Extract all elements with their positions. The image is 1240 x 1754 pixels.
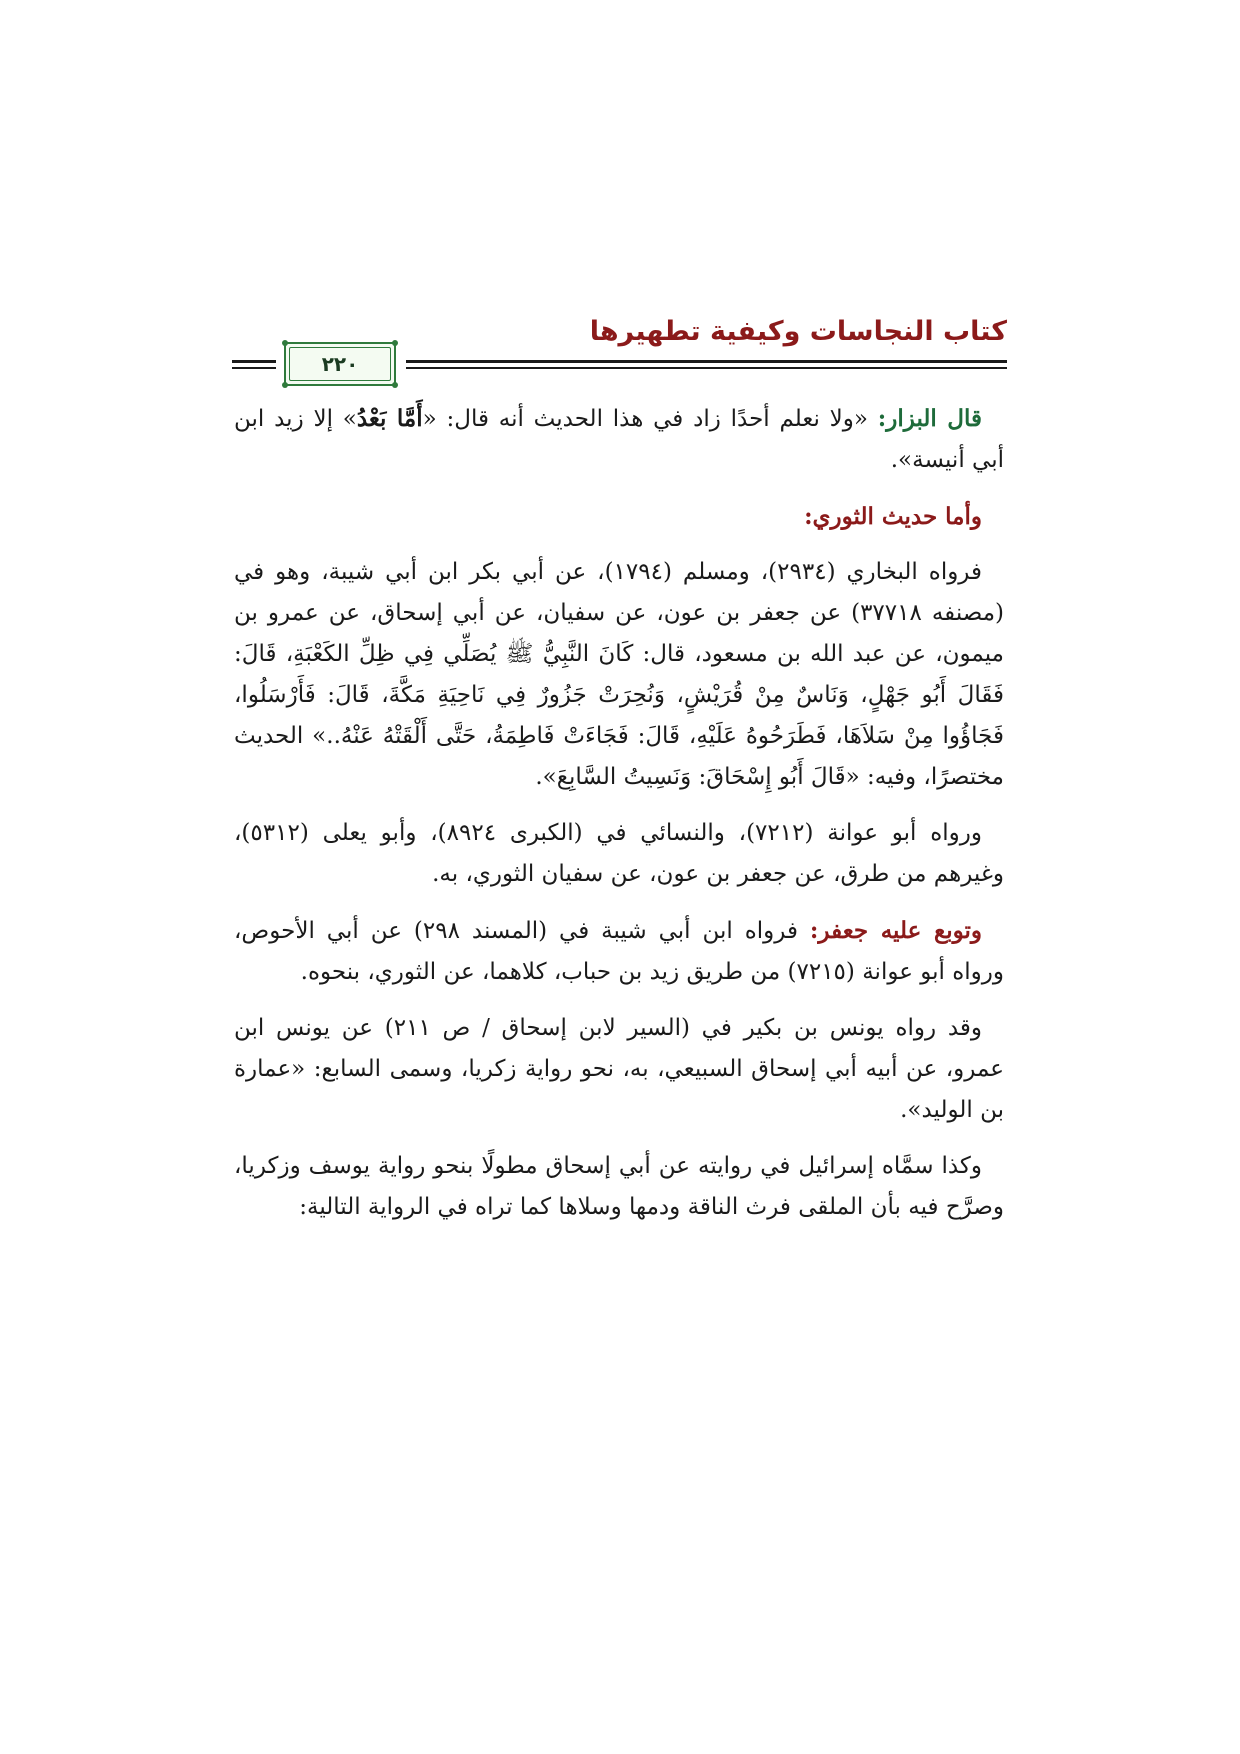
ornament-corner [392, 340, 398, 346]
paragraph-text: » إلا زيد ابن أبي أنيسة». [234, 406, 1004, 473]
header-rule-thin [406, 367, 1007, 369]
page-header [232, 308, 1007, 388]
page-number: ٢٢٠ [321, 352, 359, 376]
header-rule-left-thin [232, 367, 276, 369]
section-heading: وأما حديث الثوري: [804, 503, 982, 530]
paragraph-bukhari: فرواه البخاري (٢٩٣٤)، ومسلم (١٧٩٤)، عن أبي بكر ابن أبي شيبة، وهو في (مصنفه ٣٧٧١٨) عن جعفر بن عون، عن سفيان، عن أبي إسحاق، عن عمرو بن ميمون، عن عبد الله بن مسعود، قال: كَانَ النَّبِيُّ ﷺ يُصَلِّي فِي ظِلِّ الكَعْبَةِ، قَالَ: فَقَالَ أَبُو جَهْلٍ، وَنَاسٌ مِنْ قُرَيْشٍ، وَنُحِرَتْ جَزُورٌ فِي نَاحِيَةِ مَكَّةَ، قَالَ: فَأَرْسَلُوا، فَجَاؤُوا مِنْ سَلاَهَا، فَطَرَحُوهُ عَلَيْهِ، قَالَ: فَجَاءَتْ فَاطِمَةُ، حَتَّى أَلْقَتْهُ عَنْهُ..» الحديث مختصرًا، وفيه: «قَالَ أَبُو إِسْحَاقَ: وَنَسِيتُ السَّابِعَ». [234, 559, 1004, 790]
ornament-corner [282, 382, 288, 388]
paragraph-bazzar [234, 398, 1004, 481]
ornament-corner [392, 382, 398, 388]
header-rule-left [232, 360, 276, 363]
book-title: كتاب النجاسات وكيفية تطهيرها [589, 316, 1007, 347]
paragraph-lead: قال البزار: [877, 405, 982, 432]
header-rule [406, 360, 1007, 363]
bold-phrase: أَمَّا بَعْدُ [356, 405, 423, 432]
paragraph-yunus: وقد رواه يونس بن بكير في (السير لابن إسحاق / ص ٢١١) عن يونس ابن عمرو، عن أبيه أبي إسحاق السبيعي، به، نحو رواية زكريا، وسمى السابع: «عمارة بن الوليد». [234, 1015, 1004, 1123]
paragraph-lead: وتوبع عليه جعفر: [809, 917, 982, 944]
paragraph-abu-awana: ورواه أبو عوانة (٧٢١٢)، والنسائي في (الكبرى ٨٩٢٤)، وأبو يعلى (٥٣١٢)، وغيرهم من طرق، عن جعفر بن عون، عن سفيان الثوري، به. [234, 820, 1004, 887]
page-body [234, 398, 1004, 1243]
paragraph-text: فرواه ابن أبي شيبة في (المسند ٢٩٨) عن أبي الأحوص، ورواه أبو عوانة (٧٢١٥) من طريق زيد بن حباب، كلاهما، عن الثوري، بنحوه. [234, 918, 1004, 985]
paragraph-text: «ولا نعلم أحدًا زاد في هذا الحديث أنه قال: « [422, 406, 878, 432]
ornament-corner [282, 340, 288, 346]
page-number-badge [284, 342, 396, 386]
paragraph-mutaba [234, 910, 1004, 993]
paragraph-israil: وكذا سمَّاه إسرائيل في روايته عن أبي إسحاق مطولًا بنحو رواية يوسف وزكريا، وصرَّح فيه بأن الملقى فرث الناقة ودمها وسلاها كما تراه في الرواية التالية: [234, 1153, 1004, 1220]
